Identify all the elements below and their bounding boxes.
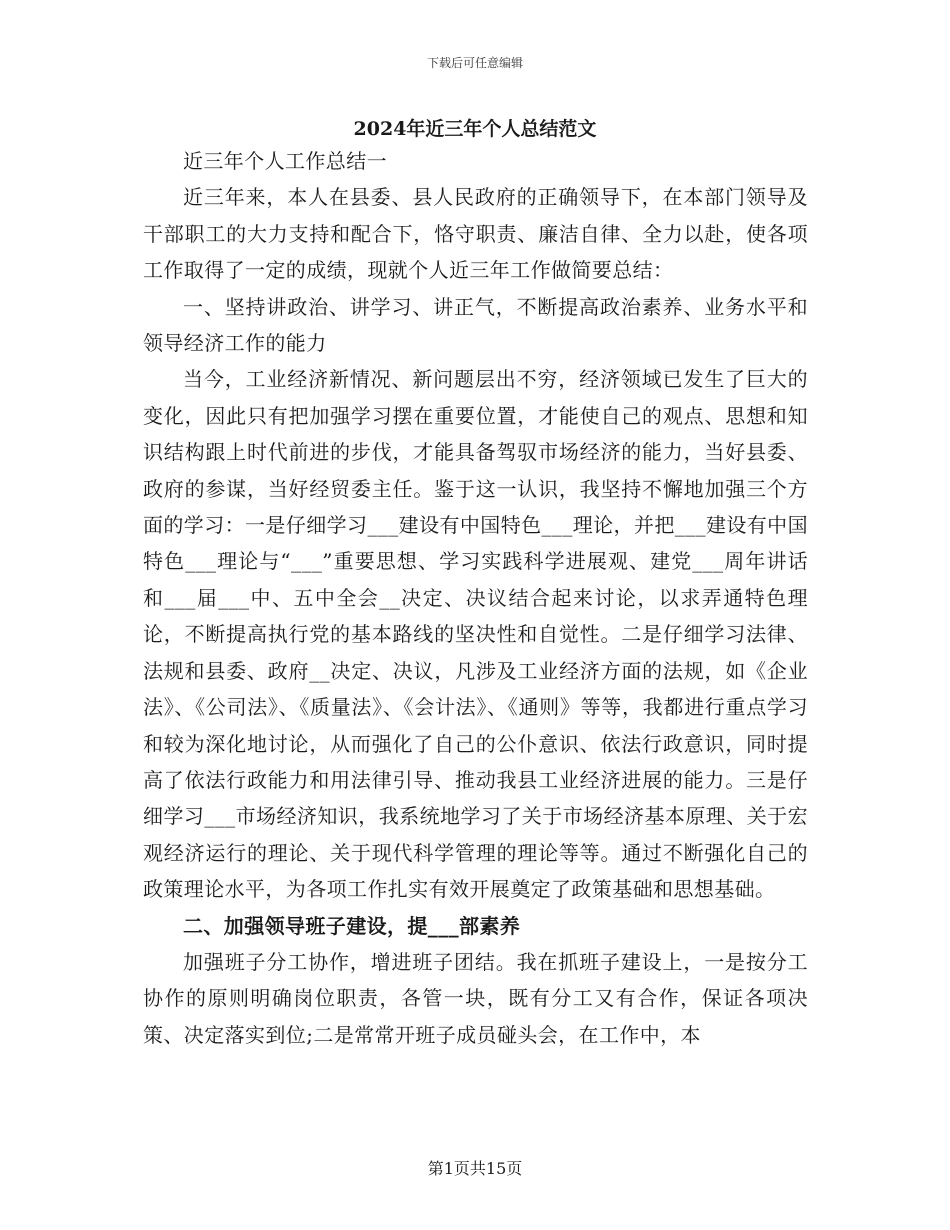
paragraph: 当今，工业经济新情况、新问题层出不穷，经济领域已发生了巨大的变化，因此只有把加强学习摆在重要位置，才能使自己的观点、思想和知识结构跟上时代前进的步伐，才能具备驾驭市场经济的能力，当好县委、政府的参谋，当好经贸委主任。鉴于这一认识，我坚持不懈地加强三个方面的学习：一是仔细学习___建设有中国特色___理论，并把___建设有中国特色___理论与“___”重要思想、学习实践科学进展观、建党___周年讲话和___届___中、五中全会__决定、决议结合起来讨论，以求弄通特色理论，不断提高执行党的基本路线的坚决性和自觉性。二是仔细学习法律、法规和县委、政府__决定、决议，凡涉及工业经济方面的法规，如《企业法》、《公司法》、《质量法》、《会计法》、《通则》等等，我都进行重点学习和较为深化地讨论，从而强化了自己的公仆意识、依法行政意识，同时提高了依法行政能力和用法律引导、推动我县工业经济进展的能力。三是仔细学习___市场经济知识，我系统地学习了关于市场经济基本原理、关于宏观经济运行的理论、关于现代科学管理的理论等等。通过不断强化自己的政策理论水平，为各项工作扎实有效开展奠定了政策基础和思想基础。 bbox=[143, 367, 808, 902]
paragraph: 一、坚持讲政治、讲学习、讲正气，不断提高政治素养、业务水平和领导经济工作的能力 bbox=[143, 294, 808, 356]
header-note: 下载后可任意编辑 bbox=[426, 56, 523, 70]
paragraph: 近三年来，本人在县委、县人民政府的正确领导下，在本部门领导及干部职工的大力支持和配合下，恪守职责、廉洁自律、全力以赴，使各项工作取得了一定的成绩，现就个人近三年工作做简要总结： bbox=[143, 185, 808, 283]
page-number: 第1页共15页 bbox=[427, 1159, 523, 1178]
section-subtitle: 近三年个人工作总结一 bbox=[183, 149, 387, 173]
paragraph: 加强班子分工协作，增进班子团结。我在抓班子建设上，一是按分工协作的原则明确岗位职责，各管一块，既有分工又有合作，保证各项决策、决定落实到位;二是常常开班子成员碰头会，在工作中，本 bbox=[143, 949, 808, 1047]
document-body bbox=[143, 143, 808, 1053]
document-title: 2024年近三年个人总结范文 bbox=[353, 118, 597, 140]
section-heading: 二、加强领导班子建设，提___部素养 bbox=[183, 913, 521, 938]
